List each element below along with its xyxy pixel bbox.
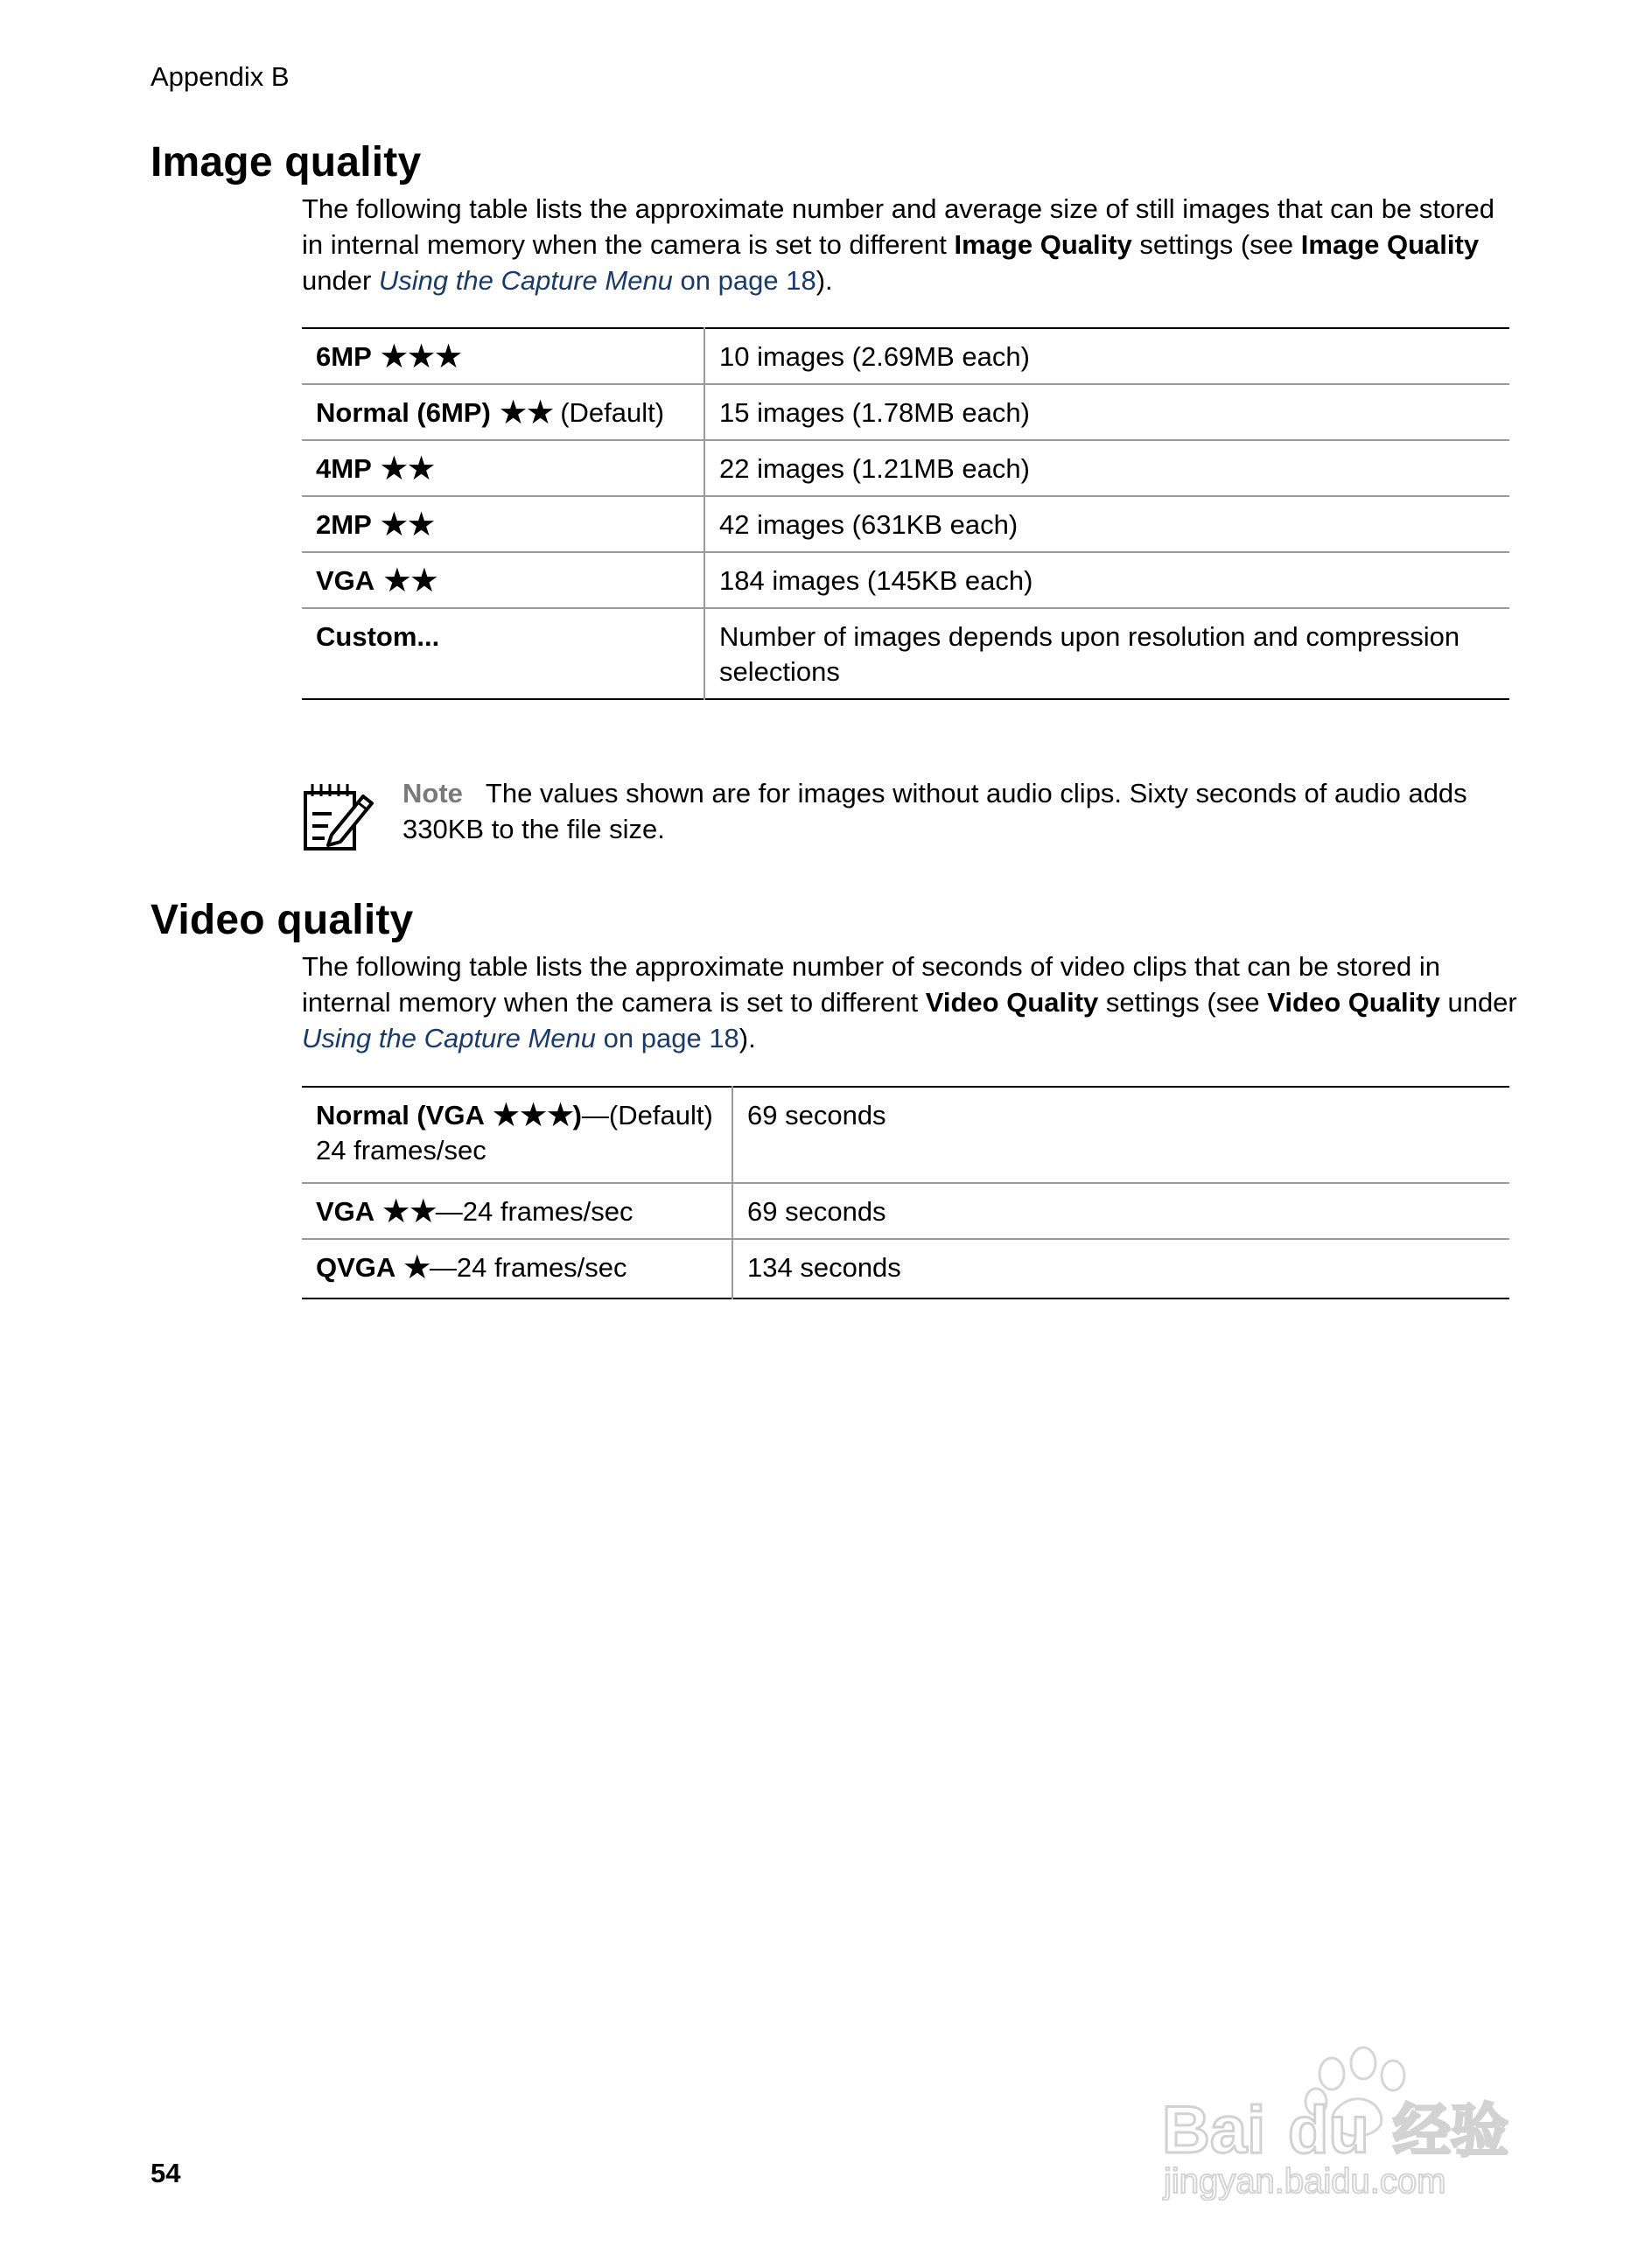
svg-text:jingyan.baidu.com: jingyan.baidu.com [1164, 2162, 1446, 2201]
table-row [302, 496, 1509, 552]
capture-menu-link[interactable]: Using the Capture Menu [378, 265, 673, 296]
svg-text:du: du [1288, 2093, 1369, 2167]
star-rating-icon: ★ [402, 1250, 430, 1286]
svg-text:经验: 经验 [1393, 2097, 1508, 2165]
capture-menu-link[interactable]: Using the Capture Menu [302, 1023, 597, 1054]
table-row [302, 384, 1509, 440]
page-18-link[interactable]: on page 18 [672, 265, 816, 296]
svg-text:Bai: Bai [1162, 2093, 1266, 2167]
setting-cell: VGA ★★—24 frames/sec [302, 1183, 732, 1239]
setting-cell: VGA ★★ [302, 552, 704, 608]
star-rating-icon: ★★ [381, 1194, 436, 1230]
value-cell: 69 seconds [747, 1196, 886, 1227]
value-cell: 10 images (2.69MB each) [719, 341, 1030, 372]
video-quality-heading: Video quality [150, 897, 414, 943]
image-quality-heading: Image quality [150, 139, 422, 186]
value-cell: 184 images (145KB each) [719, 565, 1033, 596]
video-quality-intro: The following table lists the approximate number of seconds of video clips that can be stored in internal memory when the camera is set to different Video Quality settings (see Video Quality under Using the Capture Menu on page 18). [302, 951, 1517, 1054]
baidu-watermark-logo [1157, 2021, 1542, 2201]
image-quality-intro: The following table lists the approximate number and average size of still images that can be stored in internal memory when the camera is set to different Image Quality settings (see Image Quality under Using the Capture Menu on page 18). [302, 193, 1495, 296]
table-row [302, 328, 1509, 384]
image-quality-table [302, 327, 1509, 700]
star-rating-icon: ★★ [379, 451, 434, 487]
setting-cell: Custom... [302, 608, 704, 699]
note-text: Note The values shown are for images without audio clips. Sixty seconds of audio adds 330KB to the file size. [402, 778, 1467, 844]
notepad-pencil-icon [302, 780, 374, 852]
star-rating-icon: ★★ [498, 395, 553, 431]
value-cell: 134 seconds [747, 1252, 901, 1283]
star-rating-icon: ★★ [382, 563, 437, 599]
setting-cell: 6MP ★★★ [302, 328, 704, 384]
setting-cell: Normal (VGA ★★★)—(Default) 24 frames/sec [302, 1087, 732, 1183]
table-row [302, 1087, 1509, 1183]
star-rating-icon: ★★★ [491, 1097, 573, 1134]
value-cell: Number of images depends upon resolution and compression selections [719, 621, 1460, 687]
page-18-link[interactable]: on page 18 [596, 1023, 739, 1054]
value-cell: 42 images (631KB each) [719, 509, 1018, 540]
setting-cell: 4MP ★★ [302, 440, 704, 496]
table-row [302, 1183, 1509, 1239]
value-cell: 15 images (1.78MB each) [719, 397, 1030, 428]
star-rating-icon: ★★★ [379, 339, 461, 375]
page-number: 54 [150, 2158, 181, 2188]
star-rating-icon: ★★ [379, 507, 434, 543]
note-label: Note [402, 778, 463, 808]
video-quality-table [302, 1086, 1509, 1299]
running-header: Appendix B [150, 61, 290, 92]
table-row [302, 552, 1509, 608]
setting-cell: 2MP ★★ [302, 496, 704, 552]
table-row [302, 440, 1509, 496]
setting-cell: Normal (6MP) ★★ (Default) [302, 384, 704, 440]
setting-cell: QVGA ★—24 frames/sec [302, 1239, 732, 1298]
table-row [302, 1239, 1509, 1298]
value-cell: 69 seconds [747, 1100, 886, 1130]
table-row [302, 608, 1509, 699]
value-cell: 22 images (1.21MB each) [719, 453, 1030, 484]
